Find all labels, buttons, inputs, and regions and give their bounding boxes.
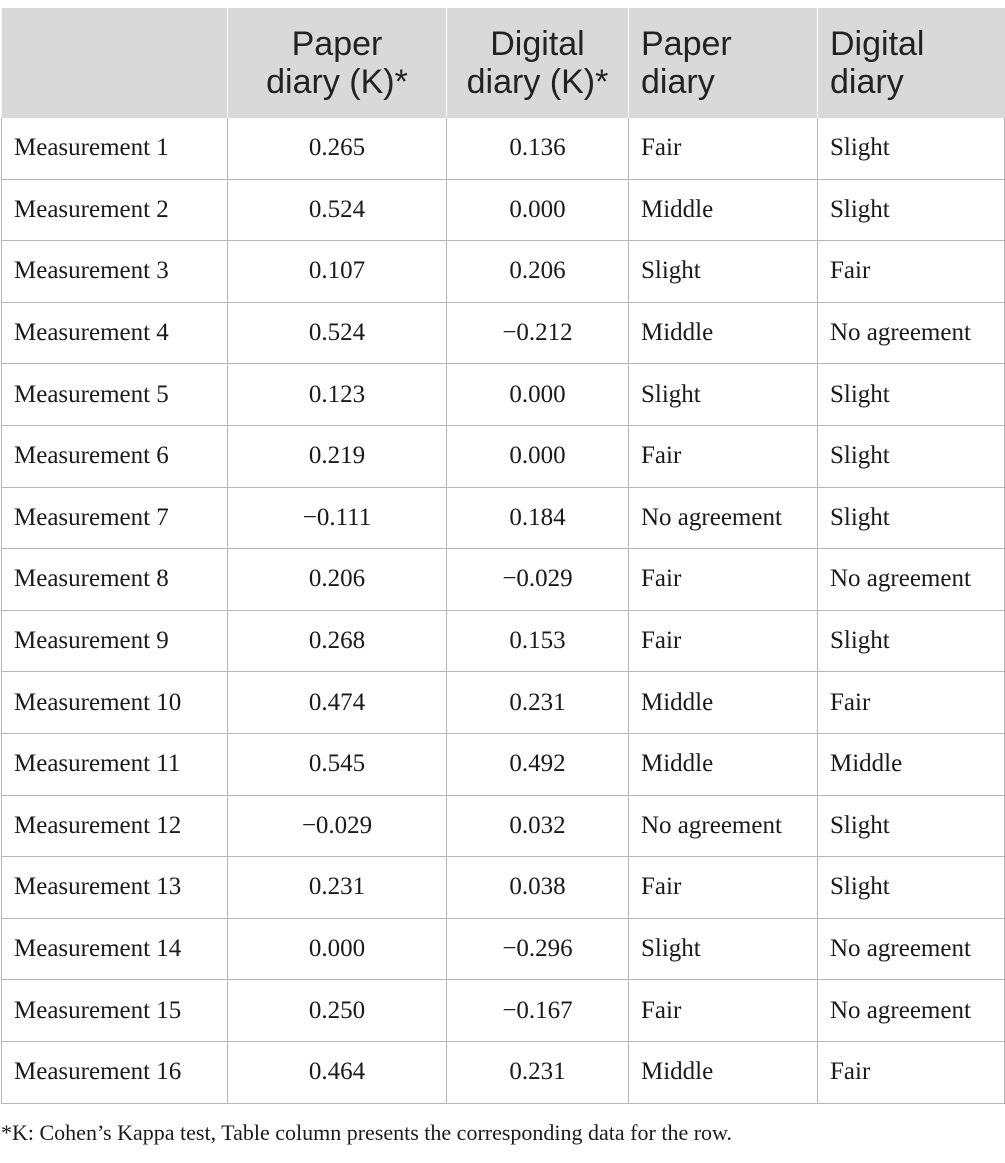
table-row [2,364,1005,426]
paper-kappa-cell: 0.545 [228,733,447,795]
table-row [2,549,1005,611]
paper-agreement-cell: Middle [629,179,818,241]
table-header [2,8,1005,118]
measurement-cell: Measurement 4 [2,302,228,364]
digital-kappa-cell: 0.206 [447,241,629,303]
paper-agreement-cell: Middle [629,302,818,364]
paper-agreement-cell: Middle [629,733,818,795]
digital-agreement-cell: Slight [818,610,1005,672]
digital-kappa-cell: 0.231 [447,672,629,734]
table-body [2,118,1005,1103]
table-row [2,610,1005,672]
digital-agreement-cell: Middle [818,733,1005,795]
measurement-cell: Measurement 13 [2,857,228,919]
paper-agreement-cell: Middle [629,672,818,734]
digital-agreement-cell: No agreement [818,549,1005,611]
digital-kappa-cell: −0.212 [447,302,629,364]
digital-agreement-cell: Slight [818,487,1005,549]
digital-agreement-cell: No agreement [818,302,1005,364]
measurement-cell: Measurement 9 [2,610,228,672]
header-cell-paper-kappa [228,8,447,118]
digital-agreement-cell: Slight [818,179,1005,241]
digital-kappa-cell: 0.231 [447,1041,629,1103]
paper-agreement-cell: Fair [629,118,818,179]
paper-agreement-cell: Fair [629,857,818,919]
table-row [2,179,1005,241]
paper-agreement-cell: Fair [629,425,818,487]
paper-kappa-cell: 0.524 [228,302,447,364]
paper-kappa-cell: 0.123 [228,364,447,426]
measurement-cell: Measurement 6 [2,425,228,487]
paper-kappa-cell: 0.231 [228,857,447,919]
header-line: diary [830,63,904,101]
header-line: Digital [490,25,585,63]
table-row [2,241,1005,303]
table-row [2,302,1005,364]
paper-kappa-cell: 0.268 [228,610,447,672]
kappa-table-container [1,8,1004,1104]
paper-kappa-cell: 0.000 [228,918,447,980]
measurement-cell: Measurement 7 [2,487,228,549]
measurement-cell: Measurement 11 [2,733,228,795]
table-row [2,425,1005,487]
digital-kappa-cell: −0.029 [447,549,629,611]
digital-kappa-cell: −0.296 [447,918,629,980]
kappa-table [1,8,1005,1104]
digital-agreement-cell: Fair [818,241,1005,303]
table-footnote: *K: Cohen’s Kappa test, Table column presents the corresponding data for the row. [1,1120,732,1145]
digital-agreement-cell: Slight [818,118,1005,179]
header-cell-measurement [2,8,228,118]
paper-kappa-cell: −0.029 [228,795,447,857]
measurement-cell: Measurement 15 [2,980,228,1042]
digital-agreement-cell: Fair [818,672,1005,734]
digital-agreement-cell: No agreement [818,980,1005,1042]
paper-agreement-cell: Fair [629,610,818,672]
header-line: Paper [291,25,383,63]
paper-agreement-cell: No agreement [629,795,818,857]
paper-kappa-cell: 0.474 [228,672,447,734]
paper-kappa-cell: 0.107 [228,241,447,303]
measurement-cell: Measurement 12 [2,795,228,857]
digital-kappa-cell: 0.136 [447,118,629,179]
paper-agreement-cell: No agreement [629,487,818,549]
paper-agreement-cell: Slight [629,364,818,426]
digital-kappa-cell: −0.167 [447,980,629,1042]
paper-agreement-cell: Fair [629,549,818,611]
paper-kappa-cell: 0.219 [228,425,447,487]
digital-kappa-cell: 0.038 [447,857,629,919]
digital-agreement-cell: Slight [818,364,1005,426]
table-row [2,487,1005,549]
paper-kappa-cell: 0.524 [228,179,447,241]
measurement-cell: Measurement 16 [2,1041,228,1103]
paper-kappa-cell: −0.111 [228,487,447,549]
measurement-cell: Measurement 2 [2,179,228,241]
digital-kappa-cell: 0.000 [447,425,629,487]
digital-kappa-cell: 0.492 [447,733,629,795]
table-row [2,980,1005,1042]
header-line: Digital [830,25,925,63]
header-cell-digital-agreement [818,8,1005,118]
paper-kappa-cell: 0.250 [228,980,447,1042]
measurement-cell: Measurement 8 [2,549,228,611]
paper-agreement-cell: Slight [629,241,818,303]
table-row [2,672,1005,734]
paper-kappa-cell: 0.206 [228,549,447,611]
header-line: Paper [641,25,732,63]
header-line: diary (K)* [266,63,408,101]
table-row [2,733,1005,795]
paper-agreement-cell: Fair [629,980,818,1042]
measurement-cell: Measurement 10 [2,672,228,734]
digital-kappa-cell: 0.000 [447,364,629,426]
table-row [2,857,1005,919]
header-cell-digital-kappa [447,8,629,118]
digital-kappa-cell: 0.184 [447,487,629,549]
header-row [2,8,1005,118]
table-row [2,1041,1005,1103]
table-row [2,795,1005,857]
paper-agreement-cell: Slight [629,918,818,980]
header-cell-paper-agreement [629,8,818,118]
table-row [2,918,1005,980]
digital-kappa-cell: 0.000 [447,179,629,241]
paper-kappa-cell: 0.265 [228,118,447,179]
measurement-cell: Measurement 3 [2,241,228,303]
measurement-cell: Measurement 5 [2,364,228,426]
digital-agreement-cell: Slight [818,795,1005,857]
digital-kappa-cell: 0.153 [447,610,629,672]
measurement-cell: Measurement 14 [2,918,228,980]
paper-kappa-cell: 0.464 [228,1041,447,1103]
table-row [2,118,1005,179]
header-line: diary (K)* [466,63,609,101]
digital-agreement-cell: Slight [818,425,1005,487]
paper-agreement-cell: Middle [629,1041,818,1103]
digital-agreement-cell: No agreement [818,918,1005,980]
digital-agreement-cell: Slight [818,857,1005,919]
digital-agreement-cell: Fair [818,1041,1005,1103]
digital-kappa-cell: 0.032 [447,795,629,857]
header-line: diary [641,63,715,101]
measurement-cell: Measurement 1 [2,118,228,179]
